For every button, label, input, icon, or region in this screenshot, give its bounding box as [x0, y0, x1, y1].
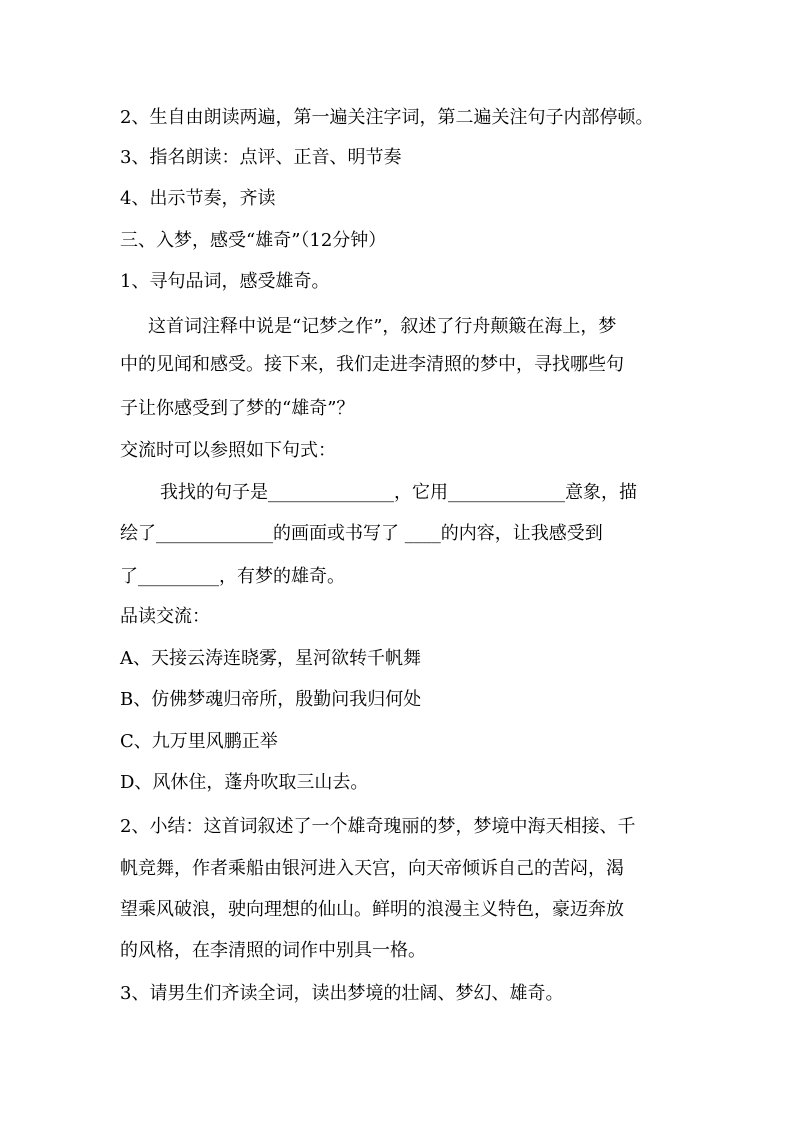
step-2-read-twice: 2、生自由朗读两遍，第一遍关注字词，第二遍关注句子内部停顿。: [120, 107, 654, 128]
sentence-pattern-line-3: 了_________，有梦的雄奇。: [120, 566, 345, 587]
summary-line-1: 2、小结：这首词叙述了一个雄奇瑰丽的梦，梦境中海天相接、千: [120, 816, 636, 837]
step-3-named-reading: 3、指名朗读：点评、正音、明节奏: [120, 147, 402, 168]
section-3-heading: 三、入梦，感受“雄奇”（12分钟）: [120, 230, 387, 251]
sentence-pattern-heading: 交流时可以参照如下句式：: [120, 440, 336, 461]
option-c: C、九万里风鹏正举: [120, 731, 278, 752]
sentence-pattern-line-2: 绘了_____________的画面或书写了 ____的内容，让我感受到: [120, 523, 603, 544]
paragraph-intro-line-1: 这首词注释中说是“记梦之作”，叙述了行舟颠簸在海上，梦: [148, 316, 617, 337]
step-4-rhythm: 4、出示节奏，齐读: [120, 188, 276, 209]
summary-line-2: 帆竞舞，作者乘船由银河进入天宫，向天帝倾诉自己的苦闷，渴: [120, 858, 624, 879]
paragraph-intro-line-3: 子让你感受到了梦的“雄奇”？: [120, 398, 355, 419]
step-1-find-sentences: 1、寻句品词，感受雄奇。: [120, 271, 330, 292]
discussion-heading: 品读交流：: [120, 606, 210, 627]
paragraph-intro-line-2: 中的见闻和感受。接下来，我们走进李清照的梦中，寻找哪些句: [120, 354, 624, 375]
sentence-pattern-line-1: 我找的句子是______________，它用_____________意象，描: [160, 482, 637, 503]
summary-line-3: 望乘风破浪，驶向理想的仙山。鲜明的浪漫主义特色，豪迈奔放: [120, 899, 624, 920]
option-b: B、仿佛梦魂归帝所，殷勤问我归何处: [120, 689, 422, 710]
step-3-boys-read: 3、请男生们齐读全词，读出梦境的壮阔、梦幻、雄奇。: [120, 983, 564, 1004]
option-d: D、风休住，蓬舟吹取三山去。: [120, 772, 369, 793]
summary-line-4: 的风格，在李清照的词作中别具一格。: [120, 940, 426, 961]
option-a: A、天接云涛连晓雾，星河欲转千帆舞: [120, 648, 421, 669]
